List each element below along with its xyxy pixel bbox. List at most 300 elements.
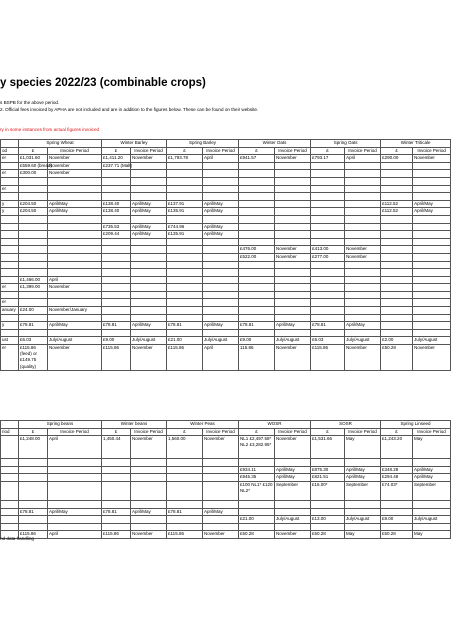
table-cell: [345, 193, 381, 201]
table-cell: [203, 276, 239, 284]
table-cell: [311, 261, 345, 269]
column-header: Invoice Period: [345, 428, 381, 436]
table-cell: [102, 314, 131, 322]
table-cell: [19, 500, 48, 508]
table-cell: [345, 508, 381, 516]
table-row: [1, 523, 451, 531]
table-cell: [311, 508, 345, 516]
table-cell: £78.81: [102, 508, 131, 516]
table-row: [1, 269, 451, 277]
table-cell: July/August: [345, 337, 381, 345]
table-cell: [19, 261, 48, 269]
table-cell: £78.81: [167, 508, 203, 516]
table-row: [1, 231, 451, 239]
table-cell: [1, 474, 19, 482]
table-cell: [167, 459, 203, 467]
table-cell: [102, 459, 131, 467]
table-cell: £115.86: [102, 531, 131, 539]
table-cell: [413, 231, 451, 239]
table-cell: £522.00: [239, 253, 275, 261]
table-cell: April/May: [48, 208, 102, 216]
table-cell: [102, 246, 131, 254]
table-cell: [203, 215, 239, 223]
table-cell: [345, 291, 381, 299]
table-cell: [203, 177, 239, 185]
table-cell: er: [1, 299, 19, 307]
crop-group-header: Spring Oats: [311, 140, 381, 148]
table-cell: [381, 253, 413, 261]
table-cell: April/May: [48, 322, 102, 330]
table-cell: [19, 215, 48, 223]
table-row: [1, 185, 451, 193]
table-cell: [1, 516, 19, 524]
table-cell: November: [345, 246, 381, 254]
table-cell: £204.50: [19, 200, 48, 208]
table-row: [1, 284, 451, 292]
table-row: [1, 474, 451, 482]
table-row: [1, 436, 451, 459]
table-cell: [345, 307, 381, 315]
table-cell: [167, 185, 203, 193]
table-cell: [1, 500, 19, 508]
table-cell: [345, 185, 381, 193]
table-cell: [203, 185, 239, 193]
table-cell: [381, 329, 413, 337]
table-cell: [381, 322, 413, 330]
table-cell: [48, 299, 102, 307]
table-cell: £237.71 (Malt): [102, 162, 131, 170]
table-cell: [275, 231, 311, 239]
table-cell: [413, 253, 451, 261]
table-cell: [102, 500, 131, 508]
table-cell: [239, 208, 275, 216]
table-cell: April/May: [203, 208, 239, 216]
table-cell: [413, 177, 451, 185]
table-cell: £290.00: [381, 155, 413, 163]
table-cell: £1,248.00: [19, 436, 48, 459]
table-cell: £1,531.66: [311, 436, 345, 459]
table-cell: [19, 474, 48, 482]
table-cell: [275, 193, 311, 201]
table-cell: April: [48, 436, 102, 459]
table-cell: [203, 516, 239, 524]
table-row: [1, 481, 451, 500]
table-cell: £6.03: [311, 337, 345, 345]
group-header-row: [1, 421, 451, 429]
note-line-2: 2. Official fees invoiced by APHA are not included and are in addition to the figures below. These can be found on their website.: [0, 107, 259, 112]
table-cell: £24.00: [19, 307, 48, 315]
column-header: Invoice Period: [275, 428, 311, 436]
table-cell: November: [275, 246, 311, 254]
table-cell: November: [48, 345, 102, 371]
table-cell: [102, 177, 131, 185]
table-cell: [239, 185, 275, 193]
table-cell: [413, 170, 451, 178]
table-cell: £138.40: [102, 200, 131, 208]
table-cell: [413, 215, 451, 223]
table-cell: April/May: [345, 466, 381, 474]
column-header: £: [102, 147, 131, 155]
table-cell: [311, 500, 345, 508]
table-cell: April/May: [48, 508, 102, 516]
table-cell: [1, 508, 19, 516]
column-header: Invoice Period: [203, 147, 239, 155]
table-cell: [311, 185, 345, 193]
table-cell: [1, 291, 19, 299]
table-cell: [167, 284, 203, 292]
table-cell: [239, 223, 275, 231]
table-cell: £50.28: [381, 531, 413, 539]
table-cell: [311, 291, 345, 299]
table-cell: [1, 314, 19, 322]
table-cell: May: [413, 531, 451, 539]
table-row: [1, 193, 451, 201]
table-cell: [1, 459, 19, 467]
fees-table-pulses-oilseeds: [0, 420, 451, 539]
table-cell: [413, 162, 451, 170]
group-header-row: [1, 140, 451, 148]
table-cell: [413, 314, 451, 322]
table-cell: [19, 223, 48, 231]
table-cell: £100 NL1* £120 NL2*: [239, 481, 275, 500]
crop-group-header: Winter beans: [102, 421, 167, 429]
table-cell: £2.00: [381, 337, 413, 345]
table-cell: [167, 215, 203, 223]
table-cell: [19, 523, 48, 531]
table-cell: [413, 185, 451, 193]
table-cell: April: [203, 155, 239, 163]
table-cell: [102, 269, 131, 277]
table-cell: [102, 185, 131, 193]
column-header: Invoice Period: [345, 147, 381, 155]
table-cell: [48, 223, 102, 231]
table-cell: [1, 436, 19, 459]
table-cell: [131, 246, 167, 254]
crop-group-header: SOSR: [311, 421, 381, 429]
table-cell: April/May: [345, 474, 381, 482]
table-cell: [203, 500, 239, 508]
table-cell: [381, 170, 413, 178]
fees-table-cereals: [0, 139, 451, 371]
table-row: [1, 155, 451, 163]
table-cell: [345, 162, 381, 170]
table-cell: [167, 162, 203, 170]
table-row: [1, 329, 451, 337]
table-cell: £50.28: [381, 345, 413, 371]
table-cell: [19, 516, 48, 524]
table-row: [1, 208, 451, 216]
table-cell: [345, 284, 381, 292]
table-cell: April/May: [413, 208, 451, 216]
table-cell: [203, 481, 239, 500]
table-cell: [19, 481, 48, 500]
table-row: [1, 223, 451, 231]
table-cell: [381, 276, 413, 284]
table-cell: [239, 231, 275, 239]
table-cell: [48, 329, 102, 337]
table-cell: November: [203, 531, 239, 539]
table-row: [1, 500, 451, 508]
table-cell: [311, 276, 345, 284]
column-header: Invoice Period: [275, 147, 311, 155]
table-cell: [311, 284, 345, 292]
table-cell: [167, 246, 203, 254]
table-cell: [167, 307, 203, 315]
column-header: riod: [1, 428, 19, 436]
table-cell: [311, 523, 345, 531]
table-cell: y: [1, 322, 19, 330]
table-cell: [48, 231, 102, 239]
table-cell: [167, 193, 203, 201]
table-cell: [131, 466, 167, 474]
table-cell: £1,793.78: [167, 155, 203, 163]
table-cell: [345, 299, 381, 307]
column-header: £: [381, 147, 413, 155]
table-row: [1, 516, 451, 524]
table-row: [1, 291, 451, 299]
table-cell: November: [275, 436, 311, 459]
table-cell: er: [1, 155, 19, 163]
column-header: £: [239, 428, 275, 436]
table-cell: [345, 170, 381, 178]
table-cell: [203, 170, 239, 178]
table-cell: [203, 284, 239, 292]
table-cell: [311, 307, 345, 315]
table-cell: [413, 223, 451, 231]
table-cell: April: [48, 531, 102, 539]
table-cell: £137.91: [167, 200, 203, 208]
table-row: [1, 238, 451, 246]
table-cell: £78.81: [311, 322, 345, 330]
table-cell: £300.00: [19, 170, 48, 178]
table-cell: £1,243.20: [381, 436, 413, 459]
table-cell: [19, 246, 48, 254]
table-cell: [203, 269, 239, 277]
table-cell: [48, 291, 102, 299]
table-cell: [167, 238, 203, 246]
table-cell: [239, 459, 275, 467]
table-cell: September: [275, 481, 311, 500]
table-cell: April/May: [413, 466, 451, 474]
table-cell: [203, 291, 239, 299]
table-cell: [167, 291, 203, 299]
table-cell: [311, 299, 345, 307]
column-header: Invoice Period: [131, 147, 167, 155]
table-cell: [167, 314, 203, 322]
table-cell: £209.44: [102, 231, 131, 239]
table-cell: [167, 269, 203, 277]
table-cell: [131, 481, 167, 500]
table-cell: £78.81: [102, 322, 131, 330]
table-cell: [239, 276, 275, 284]
table-cell: [381, 284, 413, 292]
table-cell: [131, 170, 167, 178]
table-cell: November: [131, 531, 167, 539]
column-header: Invoice Period: [48, 428, 102, 436]
table-row: [1, 307, 451, 315]
table-cell: [239, 329, 275, 337]
table-cell: April/May: [413, 200, 451, 208]
table-cell: [311, 170, 345, 178]
table-cell: [239, 215, 275, 223]
table-cell: November: [48, 284, 102, 292]
table-cell: £78.81: [239, 322, 275, 330]
table-cell: £934.11: [239, 466, 275, 474]
table-cell: [48, 261, 102, 269]
table-cell: [345, 276, 381, 284]
table-cell: [102, 284, 131, 292]
table-cell: [48, 466, 102, 474]
table-row: [1, 246, 451, 254]
table-cell: [203, 253, 239, 261]
table-cell: November: [413, 155, 451, 163]
table-cell: April/May: [203, 322, 239, 330]
table-cell: [102, 291, 131, 299]
table-cell: April/May: [131, 208, 167, 216]
table-cell: April: [345, 155, 381, 163]
table-cell: [311, 329, 345, 337]
table-cell: [239, 500, 275, 508]
table-cell: [311, 193, 345, 201]
table-cell: [102, 466, 131, 474]
table-cell: [311, 200, 345, 208]
table-cell: y: [1, 200, 19, 208]
table-cell: [275, 508, 311, 516]
table-cell: [19, 299, 48, 307]
table-cell: [381, 500, 413, 508]
table-cell: [413, 284, 451, 292]
table-cell: £74.03*: [381, 481, 413, 500]
table-cell: [239, 523, 275, 531]
sub-header-row: [1, 428, 451, 436]
table-cell: [311, 177, 345, 185]
table-row: [1, 261, 451, 269]
table-cell: [345, 208, 381, 216]
table-cell: [239, 261, 275, 269]
table-cell: November: [275, 155, 311, 163]
table-row: [1, 215, 451, 223]
table-cell: July/August: [203, 337, 239, 345]
table-cell: [239, 508, 275, 516]
table-cell: November: [131, 345, 167, 371]
table-cell: [381, 162, 413, 170]
table-cell: [48, 253, 102, 261]
table-cell: [102, 238, 131, 246]
table-cell: [102, 516, 131, 524]
table-cell: [1, 231, 19, 239]
table-cell: [1, 481, 19, 500]
table-cell: £16.00*: [311, 481, 345, 500]
table-cell: [19, 329, 48, 337]
table-cell: £294.48: [381, 474, 413, 482]
table-cell: £50.28: [311, 531, 345, 539]
note-line-3: ry in some instances from actual figures invoiced: [0, 127, 100, 132]
table-cell: [413, 299, 451, 307]
page-title: y species 2022/23 (combinable crops): [0, 77, 206, 89]
table-cell: NL1 £2,497.58* NL2 £3,282.95*: [239, 436, 275, 459]
crop-group-header: WOSR: [239, 421, 311, 429]
column-header: Invoice Period: [413, 147, 451, 155]
table-cell: [275, 200, 311, 208]
table-cell: [239, 291, 275, 299]
table-cell: July/August: [131, 337, 167, 345]
table-cell: [345, 177, 381, 185]
table-cell: [102, 193, 131, 201]
table-cell: [167, 329, 203, 337]
table-cell: £115.86: [167, 531, 203, 539]
table-cell: [102, 474, 131, 482]
table-cell: [381, 193, 413, 201]
table-cell: er: [1, 345, 19, 371]
table-cell: [131, 269, 167, 277]
table-cell: £21.00: [239, 516, 275, 524]
table-cell: September: [345, 481, 381, 500]
table-cell: [239, 170, 275, 178]
table-cell: [131, 261, 167, 269]
table-cell: September: [413, 481, 451, 500]
table-cell: £112.52: [381, 200, 413, 208]
table-cell: [48, 177, 102, 185]
table-cell: [1, 276, 19, 284]
column-header: £: [167, 147, 203, 155]
table-cell: [203, 238, 239, 246]
table-cell: [203, 162, 239, 170]
table-cell: [131, 253, 167, 261]
table-cell: [19, 238, 48, 246]
column-header: £: [167, 428, 203, 436]
table-cell: £1,399.00: [19, 284, 48, 292]
table-cell: [48, 500, 102, 508]
table-cell: [48, 314, 102, 322]
table-cell: [102, 329, 131, 337]
table-cell: [311, 215, 345, 223]
table-cell: [19, 314, 48, 322]
table-cell: [131, 314, 167, 322]
table-cell: April: [48, 276, 102, 284]
table-cell: [19, 466, 48, 474]
table-cell: £78.81: [19, 508, 48, 516]
table-cell: [131, 162, 167, 170]
table-cell: [167, 261, 203, 269]
table-cell: November: [48, 162, 102, 170]
table-cell: [275, 215, 311, 223]
table-cell: [275, 208, 311, 216]
table-row: [1, 345, 451, 371]
table-cell: [19, 253, 48, 261]
table-row: [1, 459, 451, 467]
table-cell: [381, 459, 413, 467]
table-cell: [345, 223, 381, 231]
table-cell: £78.81: [19, 322, 48, 330]
table-cell: [275, 459, 311, 467]
table-cell: July/August: [345, 516, 381, 524]
table-cell: [203, 459, 239, 467]
table-cell: [131, 523, 167, 531]
table-cell: July/August: [413, 516, 451, 524]
table-cell: 1,560.00: [167, 436, 203, 459]
table-cell: [1, 162, 19, 170]
table-cell: [1, 253, 19, 261]
table-cell: [345, 500, 381, 508]
footer-note: nd data handling: [0, 536, 34, 541]
table-cell: [48, 269, 102, 277]
table-cell: £78.81: [167, 322, 203, 330]
table-cell: [48, 246, 102, 254]
table-cell: April/May: [275, 466, 311, 474]
table-cell: [1, 246, 19, 254]
table-cell: [275, 500, 311, 508]
sub-header-row: [1, 147, 451, 155]
